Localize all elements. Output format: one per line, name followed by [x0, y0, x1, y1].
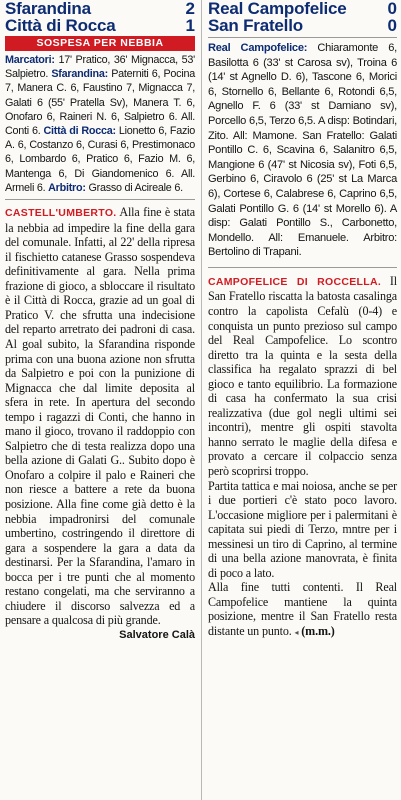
away-team-name: San Fratello: [208, 16, 303, 35]
left-column: [0, 0, 198, 800]
status-banner: SOSPESA PER NEBBIA: [5, 36, 195, 51]
home-team-name: Real Campofelice: [208, 0, 347, 18]
scorecard-text: Grasso di Acireale 6.: [85, 181, 183, 194]
away-team-name: Città di Rocca: [5, 16, 116, 35]
scorecard-label: Arbitro:: [48, 181, 86, 194]
scorecard-label: Sfarandina:: [51, 68, 108, 81]
scorecard-text: Paterniti 6, Pocina 7, Manera C. 6, Faustino 7, Mignacca 7, Galati 6 (55' Pratella Sv), Manera T. 6, Onofaro 6, Raineri N. 6, Salpietro 6. All. Conti 6.: [5, 68, 195, 138]
section-rule: [5, 199, 195, 200]
home-team-goals: 0: [387, 0, 397, 18]
score-row-home: [5, 0, 195, 17]
home-team-goals: 2: [185, 0, 195, 18]
author-byline: Salvatore Calà: [119, 628, 195, 641]
article-body: Il San Fratello riscatta la batosta casalinga contro la capolista Cefalù (0-4) e conquista un punto prezioso sul campo del Real Campofelice. Lo scontro diretto tra la quinta e la sesta della classifica ha regalato sprazzi di bel gioco e tanto equilibrio. La formazione di casa ha confermato la sua crisi realizzativa (due gol negli ultimi sei incontri), mentre gli ospiti stavolta hanno serrato le maglie della difesa e provato a cercare il colpaccio senza però scoprirsi troppo.: [208, 273, 397, 479]
article-paragraph: [208, 274, 397, 479]
match-report: [208, 274, 397, 641]
column-divider: [201, 0, 202, 800]
away-team-goals: 1: [185, 16, 195, 35]
score-row-home: [208, 0, 397, 17]
score-row-away: [5, 17, 195, 34]
away-team-goals: 0: [387, 16, 397, 35]
score-row-away: [208, 17, 397, 34]
match-scorecard: [5, 53, 195, 195]
article-body: Alla fine è stata la nebbia ad impedire la fine della gara del comunale. Infatti, al 22' della ripresa il fischietto catanese Grasso sospendeva definitivamente al gara. Nella prima frazione di gioco, a sbloccare il risultato è il Città di Rocca, grazie ad un goal di Pratico V. che sfrutta una indecisione del reparto arretrato dei padroni di casa. Al goal subito, la Sfarandina risponde prima con una buona azione non sfrutta da Salpietro e poi con la punizione di Mignacca che dal limite deposita al sfera in rete. In apertura del secondo tempo i ragazzi di Conti, che hanno in mano il gioco, trovano il raddoppio con Salpietro che di testa realizza dopo una bella azione di Galati G.. Subito dopo è Onofaro a colpire il palo e Raineri che non riesce a battere a rete da buona posizione. Alla fine come già detto è la nebbia impadronirsi del comunale umbertino, costringendo il direttore di gara a sospendere la gara a data da destinarsi. Per la Sfarandina, l'amaro in bocca per i tre punti che al momento restano congelati, ma che serviranno a chiudere il discorso salvezza ed a pensare a qualcosa di più grande.: [5, 205, 195, 628]
scorecard-text: 17' Pratico, 36' Mignacca, 53' Salpietro.: [5, 54, 195, 81]
scorecard-text: Chiaramonte 6, Basilotta 6 (33' st Carosa sv), Troina 6 (14' st Agnello D. 6), Tascone 6, Morici 6, Stornello 6, Bellante 6, Rotondi 6,5, Agnello F. 6 (33' st Damiano sv), Porcello 6,5, Terzo 6,5. A disp: Botindari, Zito. All: Mamone. San Fratello: Galati Pontillo C. 6, Scavina 6, Salanitro 6,5, Mangione 6 (47' st Nicosia sv), Foti 6,5, Gerbino 6, Ciravolo 6 (25' st La Marca 6), Cortese 6, Calabrese 6, Caprino 6,5, Galati Pontillo G. 6 (14' st Morello 6). A disp: Galati Pontillo S., Carbonetto, Mondello. All: Emanuele. Arbitro: Bertolino di Trapani.: [208, 42, 397, 259]
end-mark-icon: ◂: [294, 628, 299, 638]
match-report: [5, 205, 195, 628]
scorecard-label: Real Campofelice:: [208, 42, 308, 54]
right-column: [205, 0, 401, 800]
match-scorecard: [208, 41, 397, 260]
scorecard-label: Città di Rocca:: [43, 125, 116, 138]
article-dateline: CASTELL'UMBERTO.: [5, 207, 117, 220]
section-rule: [208, 267, 397, 268]
author-byline: (m.m.): [301, 624, 335, 639]
scorecard-text: Lionetto 6, Fazio A. 6, Costanzo 6, Curasi 6, Prestimonaco 6, Lombardo 6, Pratico 6, Fazio M. 6, Mantenga 6, Di Giandomenico 6. All. Armeli 6.: [5, 125, 195, 194]
scorecard-label: Marcatori:: [5, 54, 55, 66]
section-rule: [208, 37, 397, 38]
article-paragraph: [208, 580, 397, 640]
article-dateline: CAMPOFELICE DI ROCCELLA.: [208, 275, 382, 288]
home-team-name: Sfarandina: [5, 0, 91, 18]
article-body: Alla fine tutti contenti. Il Real Campofelice mantiene la quinta posizione, mentre il San Fratello resta distante un punto.: [208, 580, 397, 639]
article-paragraph: Partita tattica e mai noiosa, anche se per i due portieri c'è stato poco lavoro. L'occasione migliore per i palermitani è capitata sui piedi di Terzo, mntre per i messinesi un tiro di Caprino, al termine di una bella azione manovrata, è finita di poco a lato.: [208, 478, 397, 580]
